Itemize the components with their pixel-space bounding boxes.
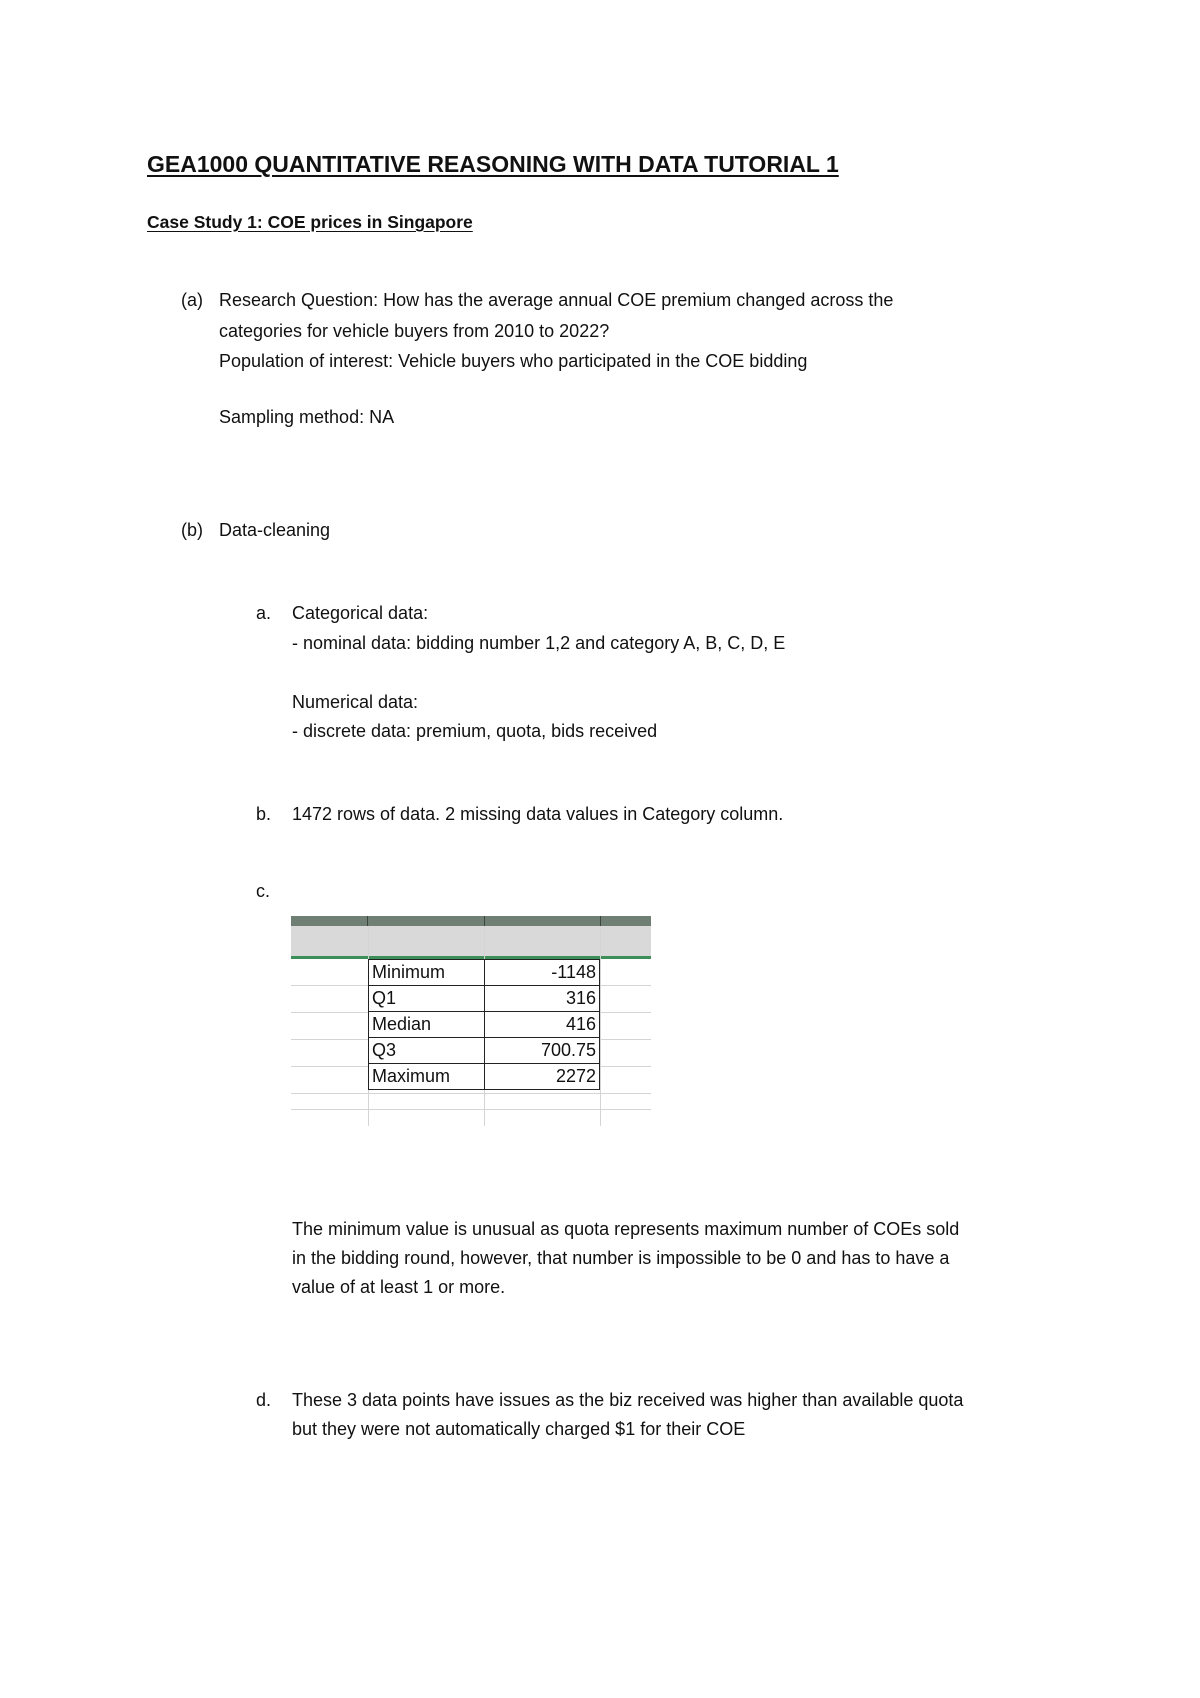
numerical-detail: - discrete data: premium, quota, bids received bbox=[292, 721, 658, 741]
document-title: GEA1000 QUANTITATIVE REASONING WITH DATA TUTORIAL 1 bbox=[147, 151, 839, 177]
stat-value: 2272 bbox=[485, 1064, 600, 1090]
categorical-heading: Categorical data: bbox=[292, 603, 429, 623]
spreadsheet-header-row bbox=[291, 926, 651, 956]
spreadsheet-summary bbox=[291, 916, 651, 1126]
stat-name: Q1 bbox=[369, 986, 485, 1012]
stat-value: -1148 bbox=[485, 960, 600, 986]
data-cleaning-heading: Data-cleaning bbox=[219, 520, 331, 540]
minimum-explanation-line-2: in the bidding round, however, that number is impossible to be 0 and has to have a bbox=[292, 1248, 950, 1268]
stat-name: Q3 bbox=[369, 1038, 485, 1064]
sub-d-label: d. bbox=[256, 1390, 272, 1410]
part-a-label: (a) bbox=[181, 290, 203, 310]
part-b-label: (b) bbox=[181, 520, 203, 540]
stat-name: Median bbox=[369, 1012, 485, 1038]
stat-value: 416 bbox=[485, 1012, 600, 1038]
table-row bbox=[369, 1064, 600, 1090]
sub-b-label: b. bbox=[256, 804, 272, 824]
minimum-explanation-line-3: value of at least 1 or more. bbox=[292, 1277, 506, 1297]
spreadsheet-column-header bbox=[291, 916, 651, 926]
data-issues-line-1: These 3 data points have issues as the biz received was higher than available quota bbox=[292, 1390, 964, 1410]
table-row bbox=[369, 1012, 600, 1038]
summary-statistics-table bbox=[368, 959, 600, 1090]
sub-c-label: c. bbox=[256, 881, 271, 901]
sampling-method: Sampling method: NA bbox=[219, 407, 395, 427]
numerical-heading: Numerical data: bbox=[292, 692, 419, 712]
population-of-interest: Population of interest: Vehicle buyers who participated in the COE bidding bbox=[219, 351, 808, 371]
table-row bbox=[369, 960, 600, 986]
data-issues-line-2: but they were not automatically charged $1 for their COE bbox=[292, 1419, 746, 1439]
table-row bbox=[369, 1038, 600, 1064]
research-question-line-2: categories for vehicle buyers from 2010 to 2022? bbox=[219, 321, 610, 341]
table-row bbox=[369, 986, 600, 1012]
categorical-detail: - nominal data: bidding number 1,2 and category A, B, C, D, E bbox=[292, 633, 786, 653]
sub-a-label: a. bbox=[256, 603, 272, 623]
minimum-explanation-line-1: The minimum value is unusual as quota represents maximum number of COEs sold bbox=[292, 1219, 960, 1239]
stat-name: Maximum bbox=[369, 1064, 485, 1090]
research-question-line-1: Research Question: How has the average annual COE premium changed across the bbox=[219, 290, 894, 310]
rows-missing-text: 1472 rows of data. 2 missing data values in Category column. bbox=[292, 804, 784, 824]
stat-name: Minimum bbox=[369, 960, 485, 986]
case-study-heading: Case Study 1: COE prices in Singapore bbox=[147, 212, 473, 232]
stat-value: 316 bbox=[485, 986, 600, 1012]
stat-value: 700.75 bbox=[485, 1038, 600, 1064]
